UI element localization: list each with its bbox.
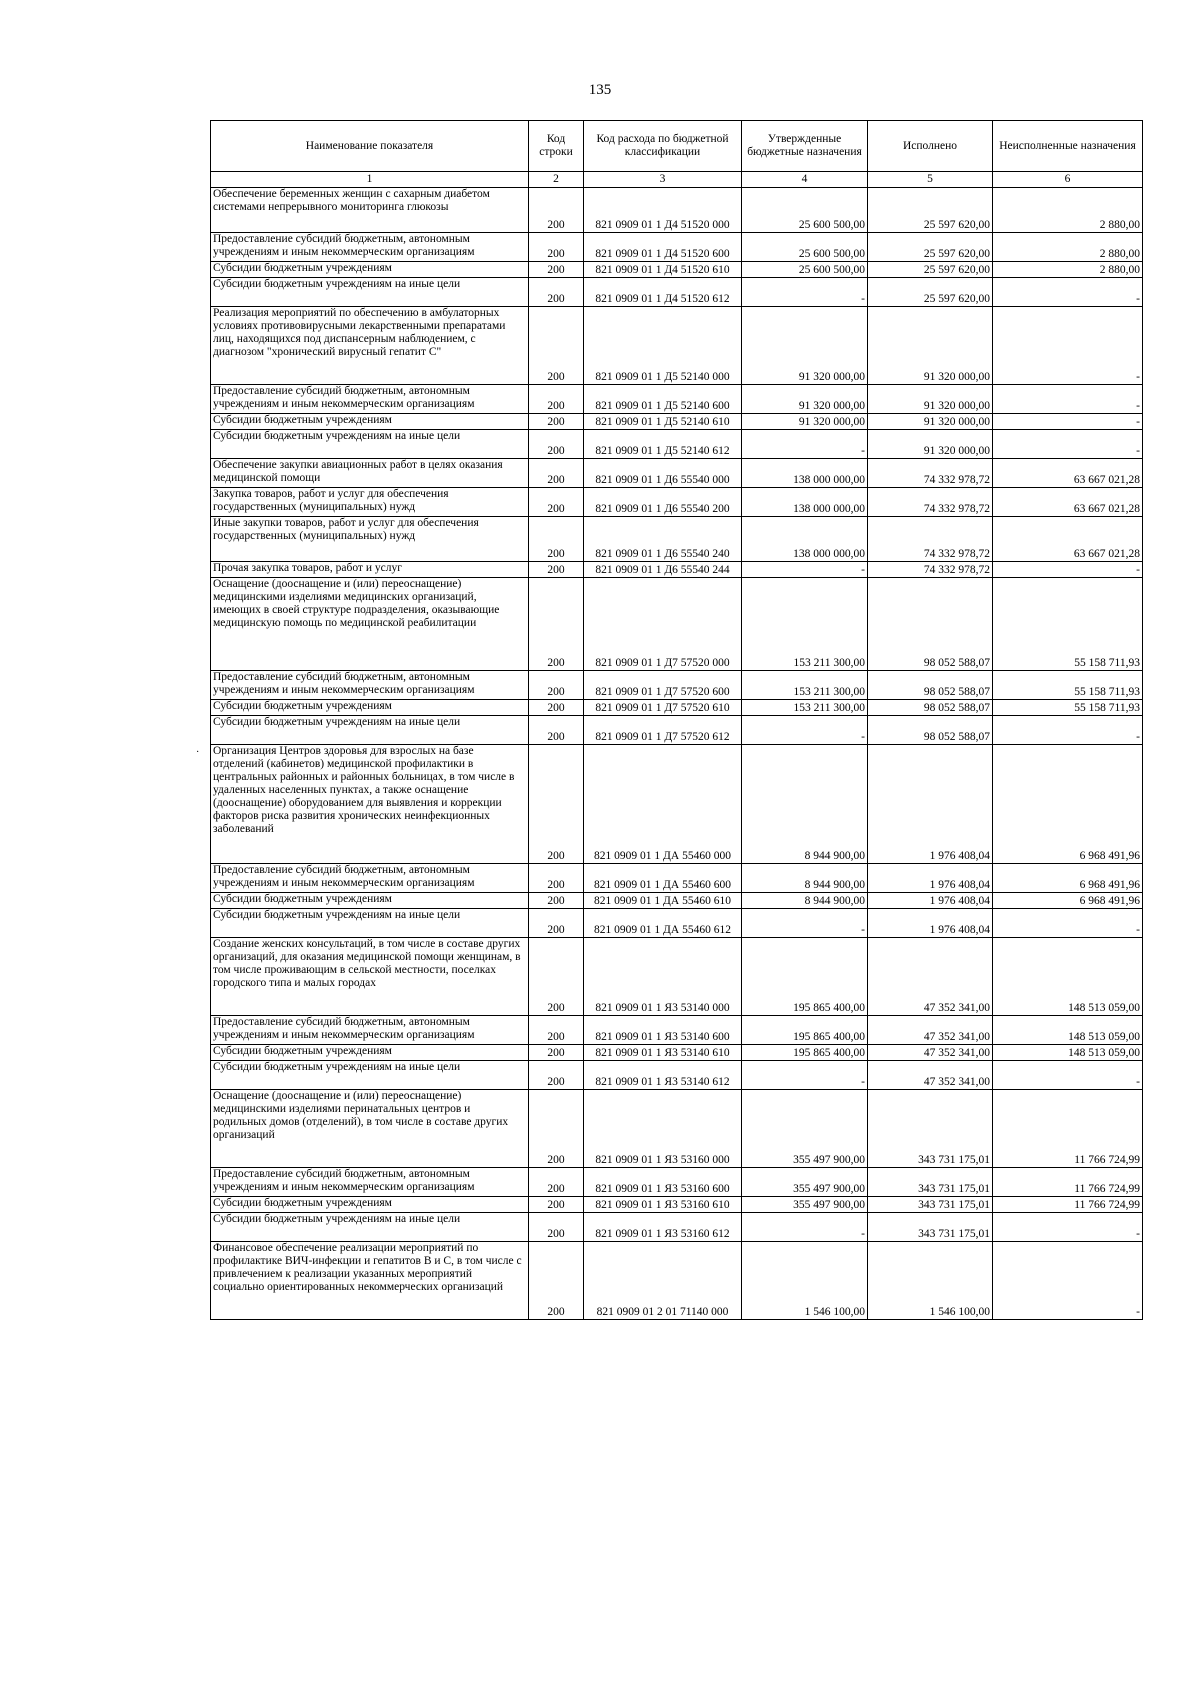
row-code: 200 [529,716,584,745]
row-name: Закупка товаров, работ и услуг для обеспечения государственных (муниципальных) нужд [211,488,529,517]
row-unexecuted-amount: 2 880,00 [993,188,1143,233]
row-classification-code: 821 0909 01 1 Я3 53160 610 [584,1197,742,1213]
row-name: Предоставление субсидий бюджетным, автономным учреждениям и иным некоммерческим организациям [211,233,529,262]
table-row [211,578,1143,671]
table-row [211,233,1143,262]
row-approved-amount: 355 497 900,00 [742,1197,868,1213]
row-unexecuted-amount: - [993,307,1143,385]
row-approved-amount: - [742,1213,868,1242]
row-approved-amount: 355 497 900,00 [742,1090,868,1168]
row-approved-amount: 138 000 000,00 [742,488,868,517]
row-code: 200 [529,1168,584,1197]
row-name: Предоставление субсидий бюджетным, автономным учреждениям и иным некоммерческим организациям [211,385,529,414]
table-row [211,1090,1143,1168]
row-code: 200 [529,1242,584,1320]
row-name: Реализация мероприятий по обеспечению в амбулаторных условиях противовирусными лекарственными препаратами лиц, находящихся под диспансерным наблюдением, с диагнозом "хронический вирусный гепатит С" [211,307,529,385]
table-row [211,414,1143,430]
row-approved-amount: 8 944 900,00 [742,864,868,893]
row-code: 200 [529,864,584,893]
row-executed-amount: 1 976 408,04 [868,864,993,893]
row-unexecuted-amount: - [993,562,1143,578]
table-body [211,188,1143,1320]
column-number: 5 [868,172,993,188]
row-classification-code: 821 0909 01 1 Д7 57520 600 [584,671,742,700]
column-number: 4 [742,172,868,188]
row-approved-amount: 91 320 000,00 [742,307,868,385]
table-row [211,864,1143,893]
row-classification-code: 821 0909 01 1 Я3 53140 000 [584,938,742,1016]
column-number: 6 [993,172,1143,188]
column-header: Код строки [529,121,584,172]
row-unexecuted-amount: 2 880,00 [993,233,1143,262]
row-name: Субсидии бюджетным учреждениям на иные цели [211,716,529,745]
row-unexecuted-amount: - [993,278,1143,307]
row-unexecuted-amount: - [993,430,1143,459]
row-executed-amount: 25 597 620,00 [868,262,993,278]
row-unexecuted-amount: 148 513 059,00 [993,938,1143,1016]
row-unexecuted-amount: 63 667 021,28 [993,459,1143,488]
row-unexecuted-amount: 2 880,00 [993,262,1143,278]
row-unexecuted-amount: - [993,716,1143,745]
row-executed-amount: 98 052 588,07 [868,671,993,700]
row-executed-amount: 343 731 175,01 [868,1168,993,1197]
column-header: Неисполненные назначения [993,121,1143,172]
row-name: Субсидии бюджетным учреждениям на иные цели [211,909,529,938]
row-name: Субсидии бюджетным учреждениям на иные цели [211,1061,529,1090]
row-executed-amount: 74 332 978,72 [868,562,993,578]
row-classification-code: 821 0909 01 2 01 71140 000 [584,1242,742,1320]
table-row [211,562,1143,578]
table-row [211,459,1143,488]
row-approved-amount: 195 865 400,00 [742,1045,868,1061]
row-approved-amount: 25 600 500,00 [742,262,868,278]
row-name: Субсидии бюджетным учреждениям [211,1197,529,1213]
row-classification-code: 821 0909 01 1 Д5 52140 612 [584,430,742,459]
row-name: Финансовое обеспечение реализации мероприятий по профилактике ВИЧ-инфекции и гепатитов В и С, в том числе с привлечением к реализации указанных мероприятий социально ориентированных некоммерческих организаций [211,1242,529,1320]
row-name: Субсидии бюджетным учреждениям на иные цели [211,430,529,459]
row-executed-amount: 47 352 341,00 [868,1061,993,1090]
row-approved-amount: - [742,562,868,578]
row-unexecuted-amount: - [993,1213,1143,1242]
row-executed-amount: 74 332 978,72 [868,517,993,562]
table-row [211,188,1143,233]
row-code: 200 [529,578,584,671]
row-unexecuted-amount: 63 667 021,28 [993,488,1143,517]
row-executed-amount: 1 546 100,00 [868,1242,993,1320]
row-name: Субсидии бюджетным учреждениям на иные цели [211,1213,529,1242]
row-unexecuted-amount: 55 158 711,93 [993,700,1143,716]
row-approved-amount: 25 600 500,00 [742,233,868,262]
row-name: Организация Центров здоровья для взрослых на базе отделений (кабинетов) медицинской профилактики в центральных районных и районных больницах, в том числе в удаленных населенных пунктах, а также оснащение (дооснащение) оборудованием для выявления и коррекции факторов риска развития хронических неинфекционных заболеваний [211,745,529,864]
row-name: Предоставление субсидий бюджетным, автономным учреждениям и иным некоммерческим организациям [211,1016,529,1045]
row-executed-amount: 1 976 408,04 [868,909,993,938]
row-executed-amount: 47 352 341,00 [868,1016,993,1045]
row-classification-code: 821 0909 01 1 ДА 55460 610 [584,893,742,909]
row-classification-code: 821 0909 01 1 Д7 57520 612 [584,716,742,745]
table-row [211,1061,1143,1090]
row-approved-amount: - [742,909,868,938]
row-executed-amount: 98 052 588,07 [868,578,993,671]
row-code: 200 [529,562,584,578]
row-code: 200 [529,459,584,488]
row-approved-amount: 138 000 000,00 [742,517,868,562]
row-approved-amount: 153 211 300,00 [742,578,868,671]
row-code: 200 [529,430,584,459]
column-number-row [211,172,1143,188]
row-classification-code: 821 0909 01 1 ДА 55460 612 [584,909,742,938]
row-approved-amount: 195 865 400,00 [742,1016,868,1045]
table-row [211,700,1143,716]
table-row [211,278,1143,307]
row-classification-code: 821 0909 01 1 Я3 53140 610 [584,1045,742,1061]
row-executed-amount: 25 597 620,00 [868,278,993,307]
table-row [211,893,1143,909]
table-row [211,909,1143,938]
row-name: Оснащение (дооснащение и (или) переоснащение) медицинскими изделиями медицинских организаций, имеющих в своей структуре подразделения, оказывающие медицинскую помощь по медицинской реабилитации [211,578,529,671]
row-classification-code: 821 0909 01 1 Д6 55540 200 [584,488,742,517]
row-code: 200 [529,909,584,938]
row-executed-amount: 1 976 408,04 [868,745,993,864]
row-unexecuted-amount: 6 968 491,96 [993,893,1143,909]
row-unexecuted-amount: - [993,414,1143,430]
table-row [211,938,1143,1016]
row-classification-code: 821 0909 01 1 Д4 51520 610 [584,262,742,278]
row-approved-amount: - [742,1061,868,1090]
row-classification-code: 821 0909 01 1 Д7 57520 000 [584,578,742,671]
table-row [211,1016,1143,1045]
row-code: 200 [529,517,584,562]
column-header: Исполнено [868,121,993,172]
row-classification-code: 821 0909 01 1 Д4 51520 000 [584,188,742,233]
row-unexecuted-amount: 55 158 711,93 [993,671,1143,700]
row-classification-code: 821 0909 01 1 Я3 53160 600 [584,1168,742,1197]
table-row [211,1213,1143,1242]
row-classification-code: 821 0909 01 1 Я3 53160 612 [584,1213,742,1242]
row-code: 200 [529,1045,584,1061]
row-classification-code: 821 0909 01 1 ДА 55460 600 [584,864,742,893]
table-row [211,1168,1143,1197]
row-executed-amount: 91 320 000,00 [868,430,993,459]
row-approved-amount: 91 320 000,00 [742,385,868,414]
row-classification-code: 821 0909 01 1 Я3 53160 000 [584,1090,742,1168]
row-code: 200 [529,1213,584,1242]
row-name: Предоставление субсидий бюджетным, автономным учреждениям и иным некоммерческим организациям [211,1168,529,1197]
row-name: Субсидии бюджетным учреждениям [211,700,529,716]
row-name: Предоставление субсидий бюджетным, автономным учреждениям и иным некоммерческим организациям [211,864,529,893]
row-unexecuted-amount: - [993,909,1143,938]
row-code: 200 [529,1061,584,1090]
row-name: Обеспечение закупки авиационных работ в целях оказания медицинской помощи [211,459,529,488]
row-name: Субсидии бюджетным учреждениям [211,1045,529,1061]
row-code: 200 [529,700,584,716]
row-unexecuted-amount: 11 766 724,99 [993,1090,1143,1168]
row-name: Субсидии бюджетным учреждениям на иные цели [211,278,529,307]
row-approved-amount: 8 944 900,00 [742,893,868,909]
row-unexecuted-amount: - [993,1061,1143,1090]
row-unexecuted-amount: 148 513 059,00 [993,1045,1143,1061]
row-code: 200 [529,188,584,233]
row-classification-code: 821 0909 01 1 Д5 52140 610 [584,414,742,430]
row-code: 200 [529,262,584,278]
row-approved-amount: - [742,716,868,745]
row-executed-amount: 98 052 588,07 [868,700,993,716]
row-executed-amount: 25 597 620,00 [868,233,993,262]
row-classification-code: 821 0909 01 1 Д4 51520 612 [584,278,742,307]
row-unexecuted-amount: 148 513 059,00 [993,1016,1143,1045]
row-approved-amount: 153 211 300,00 [742,700,868,716]
table-row [211,307,1143,385]
row-executed-amount: 47 352 341,00 [868,1045,993,1061]
column-number: 1 [211,172,529,188]
row-classification-code: 821 0909 01 1 Д7 57520 610 [584,700,742,716]
row-unexecuted-amount: 6 968 491,96 [993,864,1143,893]
row-unexecuted-amount: - [993,385,1143,414]
row-name: Обеспечение беременных женщин с сахарным диабетом системами непрерывного мониторинга глюкозы [211,188,529,233]
row-executed-amount: 343 731 175,01 [868,1197,993,1213]
page-number: 135 [588,82,612,98]
row-name: Прочая закупка товаров, работ и услуг [211,562,529,578]
table-header-row [211,121,1143,172]
row-name: Предоставление субсидий бюджетным, автономным учреждениям и иным некоммерческим организациям [211,671,529,700]
row-approved-amount: 8 944 900,00 [742,745,868,864]
column-header: Код расхода по бюджетной классификации [584,121,742,172]
row-name: Субсидии бюджетным учреждениям [211,414,529,430]
row-approved-amount: 1 546 100,00 [742,1242,868,1320]
row-code: 200 [529,233,584,262]
row-unexecuted-amount: 11 766 724,99 [993,1197,1143,1213]
row-classification-code: 821 0909 01 1 Я3 53140 612 [584,1061,742,1090]
row-approved-amount: 355 497 900,00 [742,1168,868,1197]
row-unexecuted-amount: 11 766 724,99 [993,1168,1143,1197]
row-approved-amount: 153 211 300,00 [742,671,868,700]
row-executed-amount: 74 332 978,72 [868,459,993,488]
table-row [211,262,1143,278]
row-code: 200 [529,307,584,385]
row-approved-amount: 25 600 500,00 [742,188,868,233]
row-classification-code: 821 0909 01 1 Д6 55540 240 [584,517,742,562]
row-classification-code: 821 0909 01 1 Д4 51520 600 [584,233,742,262]
table-row [211,671,1143,700]
row-executed-amount: 1 976 408,04 [868,893,993,909]
row-name: Оснащение (дооснащение и (или) переоснащение) медицинскими изделиями перинатальных центров и родильных домов (отделений), в том числе в составе других организаций [211,1090,529,1168]
row-code: 200 [529,671,584,700]
row-name: Субсидии бюджетным учреждениям [211,262,529,278]
row-classification-code: 821 0909 01 1 Д6 55540 000 [584,459,742,488]
table-row [211,1045,1143,1061]
row-code: 200 [529,893,584,909]
table-row [211,517,1143,562]
table-row [211,1242,1143,1320]
row-approved-amount: 91 320 000,00 [742,414,868,430]
row-unexecuted-amount: - [993,1242,1143,1320]
table-row [211,716,1143,745]
row-executed-amount: 91 320 000,00 [868,414,993,430]
table-row [211,1197,1143,1213]
row-code: 200 [529,414,584,430]
column-header: Наименование показателя [211,121,529,172]
row-classification-code: 821 0909 01 1 Д5 52140 000 [584,307,742,385]
row-approved-amount: 138 000 000,00 [742,459,868,488]
column-header: Утвержденные бюджетные назначения [742,121,868,172]
row-approved-amount: - [742,278,868,307]
row-classification-code: 821 0909 01 1 Я3 53140 600 [584,1016,742,1045]
row-code: 200 [529,1016,584,1045]
row-code: 200 [529,488,584,517]
row-name: Создание женских консультаций, в том числе в составе других организаций, для оказания медицинской помощи женщинам, в том числе проживающим в сельской местности, поселках городского типа и малых городах [211,938,529,1016]
row-executed-amount: 91 320 000,00 [868,385,993,414]
row-approved-amount: - [742,430,868,459]
row-unexecuted-amount: 6 968 491,96 [993,745,1143,864]
row-classification-code: 821 0909 01 1 ДА 55460 000 [584,745,742,864]
row-executed-amount: 91 320 000,00 [868,307,993,385]
row-executed-amount: 47 352 341,00 [868,938,993,1016]
row-executed-amount: 25 597 620,00 [868,188,993,233]
table-row [211,745,1143,864]
row-code: 200 [529,385,584,414]
row-code: 200 [529,1090,584,1168]
row-executed-amount: 98 052 588,07 [868,716,993,745]
row-code: 200 [529,938,584,1016]
row-executed-amount: 343 731 175,01 [868,1213,993,1242]
row-code: 200 [529,745,584,864]
row-unexecuted-amount: 55 158 711,93 [993,578,1143,671]
row-executed-amount: 343 731 175,01 [868,1090,993,1168]
table-row [211,385,1143,414]
column-number: 3 [584,172,742,188]
row-classification-code: 821 0909 01 1 Д6 55540 244 [584,562,742,578]
budget-execution-table [210,120,1143,1320]
row-name: Иные закупки товаров, работ и услуг для обеспечения государственных (муниципальных) нужд [211,517,529,562]
table-row [211,488,1143,517]
row-executed-amount: 74 332 978,72 [868,488,993,517]
row-code: 200 [529,1197,584,1213]
row-name: Субсидии бюджетным учреждениям [211,893,529,909]
row-unexecuted-amount: 63 667 021,28 [993,517,1143,562]
table-row [211,430,1143,459]
row-approved-amount: 195 865 400,00 [742,938,868,1016]
row-code: 200 [529,278,584,307]
row-classification-code: 821 0909 01 1 Д5 52140 600 [584,385,742,414]
scan-mark: · [196,747,200,758]
column-number: 2 [529,172,584,188]
